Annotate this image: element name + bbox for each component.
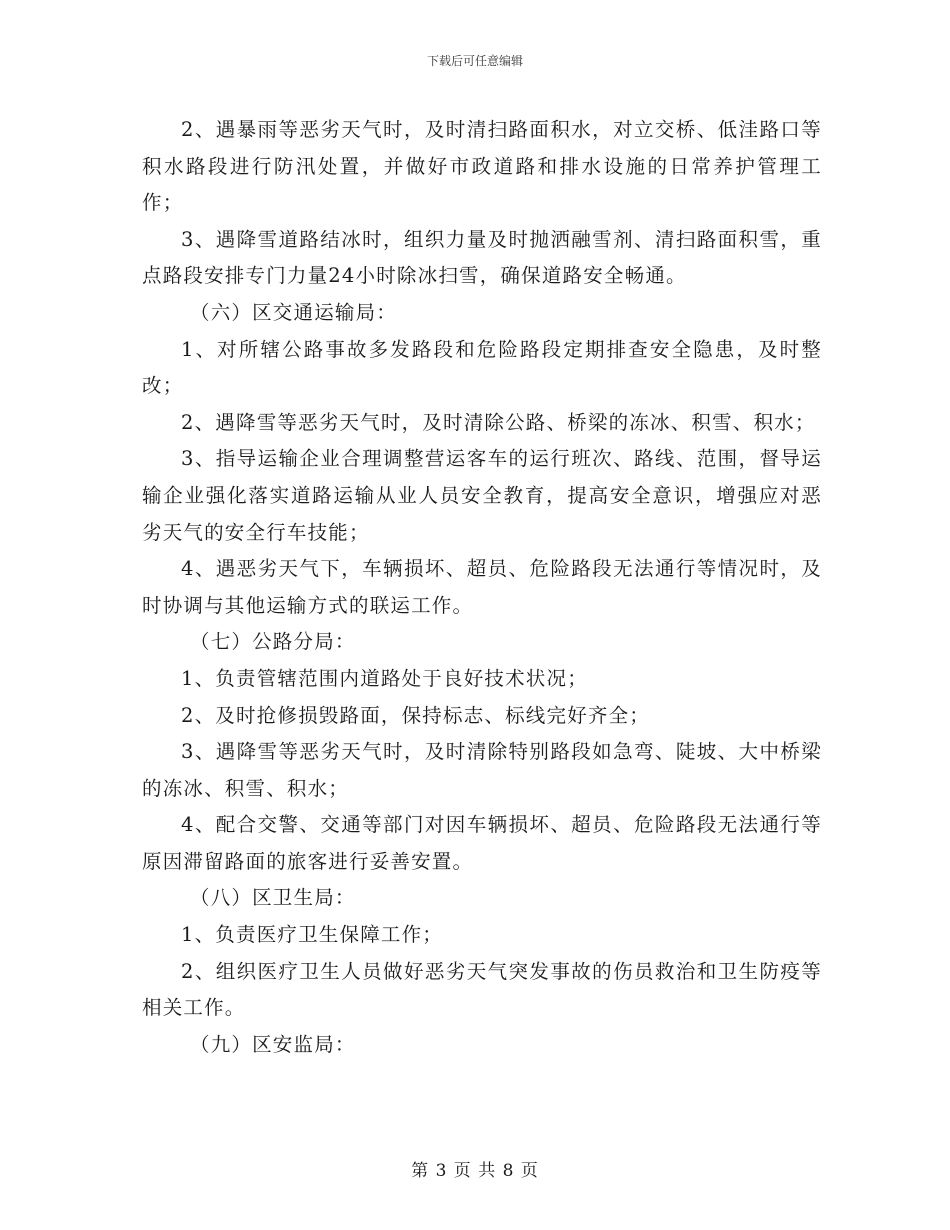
section-heading: （七）公路分局： bbox=[190, 630, 356, 654]
paragraph: 2、遇降雪等恶劣天气时，及时清除公路、桥梁的冻冰、积雪、积水； bbox=[181, 410, 816, 434]
paragraph: 2、遇暴雨等恶劣天气时，及时清扫路面积水，对立交桥、低洼路口等积水路段进行防汛处置，并做好市政道路和排水设施的日常养护管理工作； bbox=[142, 118, 822, 215]
paragraph: 4、配合交警、交通等部门对因车辆损坏、超员、危险路段无法通行等原因滞留路面的旅客进行妥善安置。 bbox=[142, 813, 822, 873]
paragraph: 3、遇降雪等恶劣天气时，及时清除特别路段如急弯、陡坡、大中桥梁的冻冰、积雪、积水； bbox=[142, 740, 822, 800]
page-footer bbox=[0, 1156, 950, 1181]
section-heading: （六）区交通运输局： bbox=[190, 300, 398, 324]
paragraph: 2、及时抢修损毁路面，保持标志、标线完好齐全； bbox=[181, 703, 651, 727]
total-page-count: 8 bbox=[502, 1161, 515, 1181]
paragraph: 1、对所辖公路事故多发路段和危险路段定期排查安全隐患，及时整改； bbox=[142, 337, 822, 398]
footer-suffix: 页 bbox=[520, 1161, 539, 1181]
paragraph: 3、遇降雪道路结冰时，组织力量及时抛洒融雪剂、清扫路面积雪，重点路段安排专门力量24小时除冰扫雪，确保道路安全畅通。 bbox=[142, 227, 822, 288]
paragraph: 2、组织医疗卫生人员做好恶劣天气突发事故的伤员救治和卫生防疫等相关工作。 bbox=[142, 959, 822, 1020]
page-header: 下载后可任意编辑 bbox=[426, 54, 523, 68]
paragraph: 4、遇恶劣天气下，车辆损坏、超员、危险路段无法通行等情况时，及时协调与其他运输方式的联运工作。 bbox=[142, 557, 822, 617]
footer-prefix: 第 bbox=[411, 1161, 430, 1181]
paragraph: 3、指导运输企业合理调整营运客车的运行班次、路线、范围，督导运输企业强化落实道路运输从业人员安全教育，提高安全意识，增强应对恶劣天气的安全行车技能； bbox=[142, 447, 822, 544]
footer-middle: 页 共 bbox=[453, 1161, 497, 1181]
current-page-number: 3 bbox=[435, 1161, 448, 1181]
section-heading: （八）区卫生局： bbox=[190, 886, 356, 910]
document-body bbox=[142, 112, 822, 1063]
section-heading: （九）区安监局： bbox=[190, 1032, 356, 1056]
paragraph: 1、负责医疗卫生保障工作； bbox=[181, 923, 444, 947]
paragraph: 1、负责管辖范围内道路处于良好技术状况； bbox=[181, 666, 588, 690]
